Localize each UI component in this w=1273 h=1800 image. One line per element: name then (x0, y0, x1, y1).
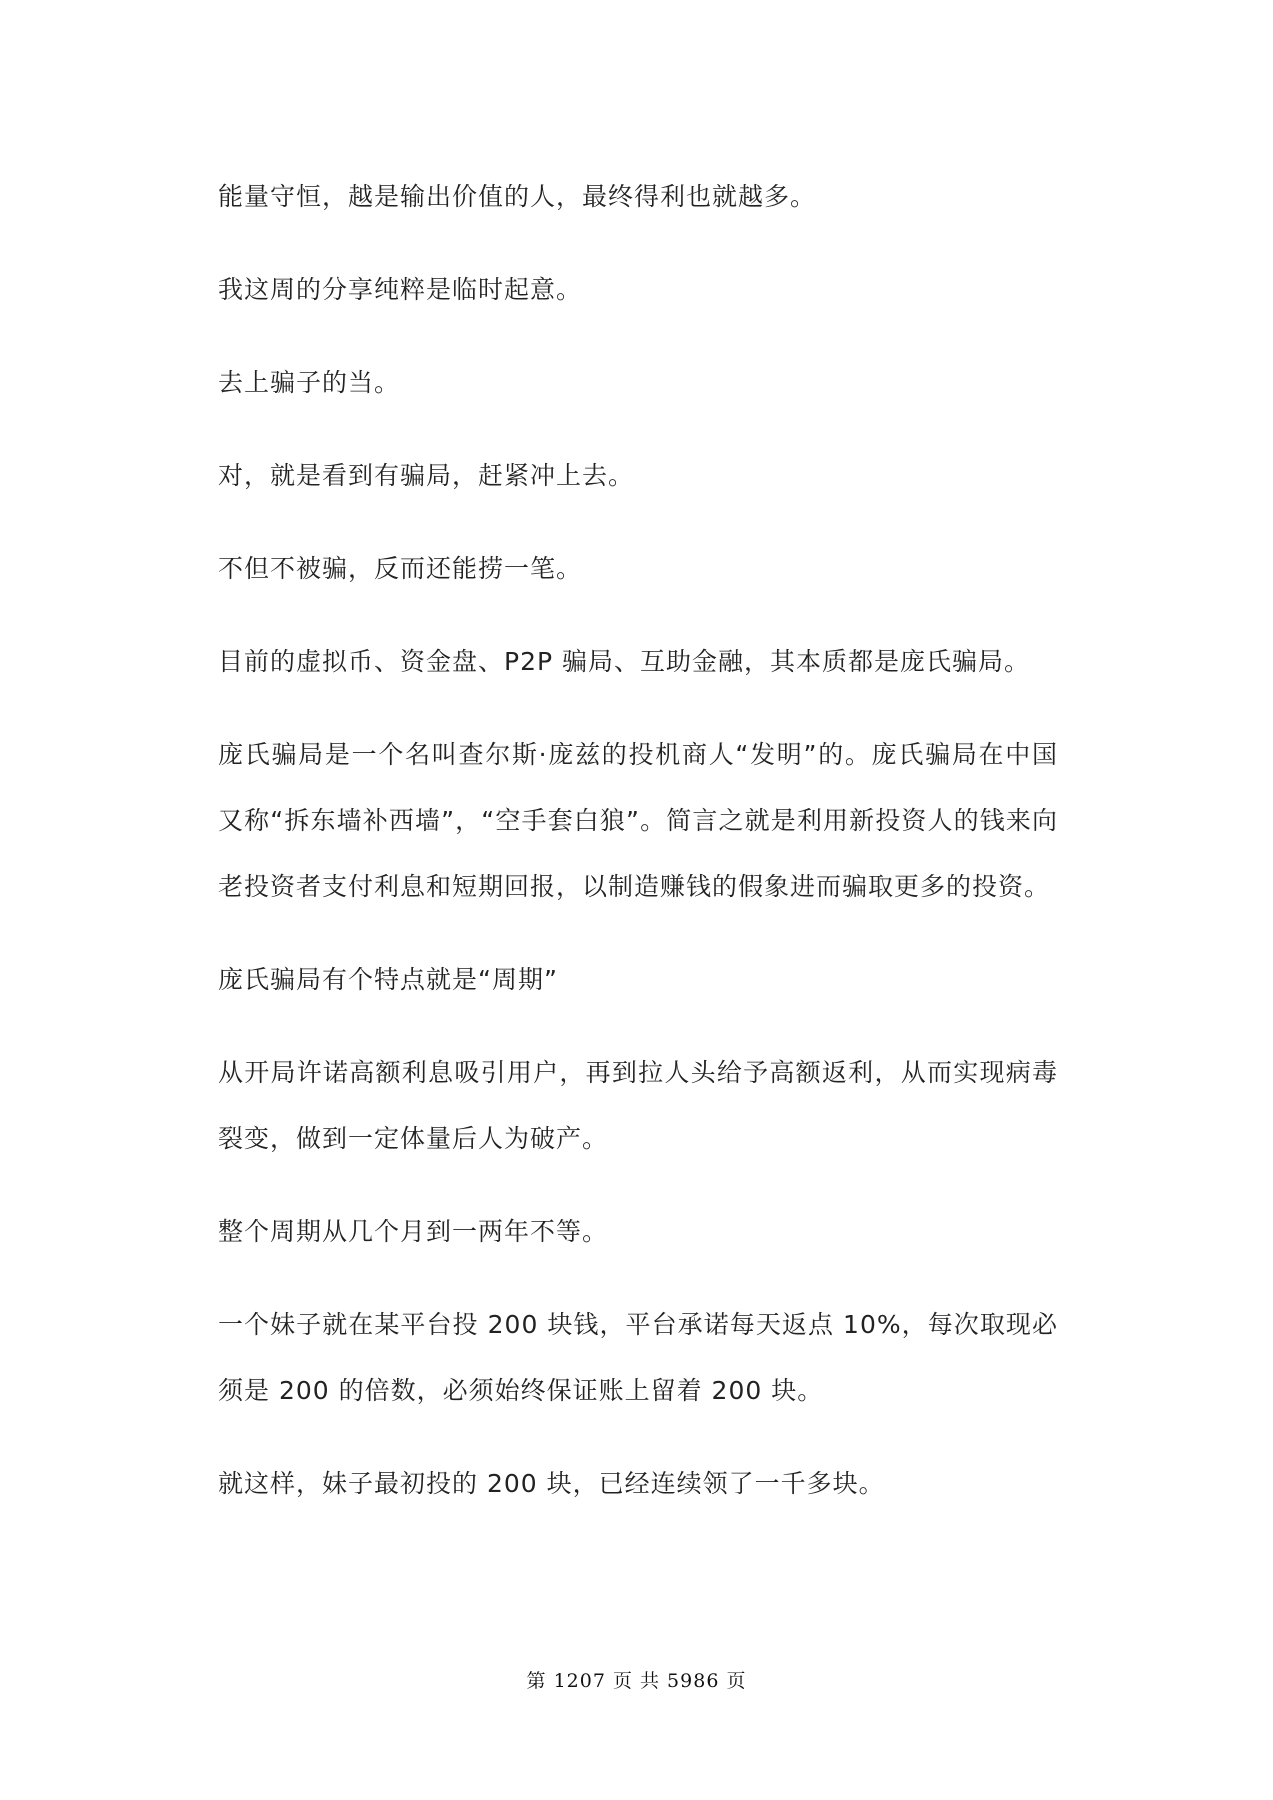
paragraph: 一个妹子就在某平台投 200 块钱，平台承诺每天返点 10%，每次取现必须是 200 的倍数，必须始终保证账上留着 200 块。 (218, 1310, 1058, 1405)
paragraph: 目前的虚拟币、资金盘、P2P 骗局、互助金融，其本质都是庞氏骗局。 (218, 647, 1031, 676)
page-number-footer: 第 1207 页 共 5986 页 (526, 1670, 747, 1692)
document-body (218, 164, 1058, 1544)
paragraph: 从开局许诺高额利息吸引用户，再到拉人头给予高额返利，从而实现病毒裂变，做到一定体量后人为破产。 (218, 1058, 1058, 1153)
paragraph: 庞氏骗局是一个名叫查尔斯·庞兹的投机商人“发明”的。庞氏骗局在中国又称“拆东墙补西墙”，“空手套白狼”。简言之就是利用新投资人的钱来向老投资者支付利息和短期回报，以制造赚钱的假象进而骗取更多的投资。 (218, 740, 1058, 901)
paragraph: 整个周期从几个月到一两年不等。 (218, 1217, 609, 1246)
paragraph: 就这样，妹子最初投的 200 块，已经连续领了一千多块。 (218, 1469, 885, 1498)
paragraph: 去上骗子的当。 (218, 368, 401, 397)
paragraph: 对，就是看到有骗局，赶紧冲上去。 (218, 461, 635, 490)
paragraph: 庞氏骗局有个特点就是“周期” (218, 965, 558, 994)
paragraph: 能量守恒，越是输出价值的人，最终得利也就越多。 (218, 182, 817, 211)
paragraph: 不但不被骗，反而还能捞一笔。 (218, 554, 583, 583)
paragraph: 我这周的分享纯粹是临时起意。 (218, 275, 583, 304)
